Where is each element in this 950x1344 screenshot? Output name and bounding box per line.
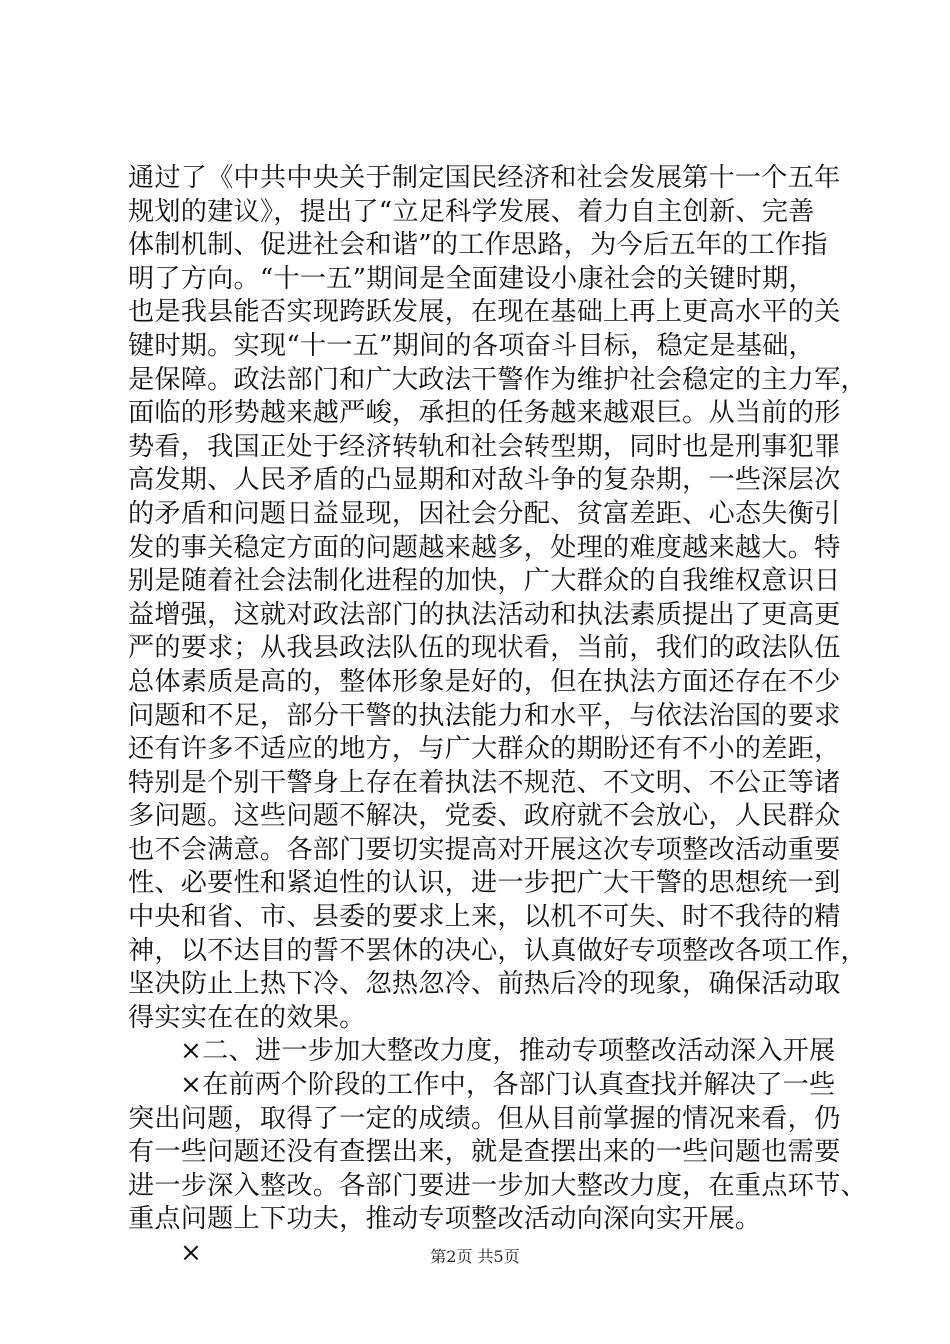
section-heading: ×二、进一步加大整改力度，推动专项整改活动深入开展: [180, 1036, 836, 1067]
text-line: 键时期。实现“十一五”期间的各项奋斗目标，稳定是基础，: [128, 330, 815, 361]
text-line: 多问题。这些问题不解决，党委、政府就不会放心，人民群众: [128, 801, 841, 832]
text-line: 神，以不达目的誓不罢休的决心，认真做好专项整改各项工作，: [128, 935, 867, 966]
text-line: 是保障。政法部门和广大政法干警作为维护社会稳定的主力军，: [128, 364, 867, 395]
text-line: 益增强，这就对政法部门的执法活动和执法素质提出了更高更: [128, 599, 841, 630]
text-line: 体制机制、促进社会和谐”的工作思路，为今后五年的工作指: [128, 230, 828, 261]
text-line: 特别是个别干警身上存在着执法不规范、不文明、不公正等诸: [128, 767, 841, 798]
text-line: 得实实在在的效果。: [128, 1002, 366, 1033]
text-line: 规划的建议》，提出了“立足科学发展、着力自主创新、完善: [128, 196, 815, 227]
text-line: 势看，我国正处于经济转轨和社会转型期，同时也是刑事犯罪: [128, 431, 841, 462]
trailing-mark: ×: [180, 1238, 203, 1268]
text-line: 进一步深入整改。各部门要进一步加大整改力度，在重点环节、: [128, 1170, 867, 1201]
text-line: 还有许多不适应的地方，与广大群众的期盼还有不小的差距，: [128, 734, 841, 765]
page-number-footer: 第2页 共5页: [430, 1247, 520, 1266]
text-line: 明了方向。“十一五”期间是全面建设小康社会的关键时期，: [128, 263, 815, 294]
text-line: 中央和省、市、县委的要求上来，以机不可失、时不我待的精: [128, 902, 841, 933]
text-line: 突出问题，取得了一定的成绩。但从目前掌握的情况来看，仍: [128, 1103, 841, 1134]
text-line: ×在前两个阶段的工作中，各部门认真查找并解决了一些: [180, 1070, 836, 1101]
text-line: 通过了《中共中央关于制定国民经济和社会发展第十一个五年: [128, 163, 841, 193]
text-line: 有一些问题还没有查摆出来，就是查摆出来的一些问题也需要: [128, 1137, 841, 1168]
text-line: 也是我县能否实现跨跃发展，在现在基础上再上更高水平的关: [128, 297, 841, 328]
paragraph-1: [128, 162, 867, 1035]
text-line: 坚决防止上热下冷、忽热忽冷、前热后冷的现象，确保活动取: [128, 969, 841, 1000]
text-line: 面临的形势越来越严峻，承担的任务越来越艰巨。从当前的形: [128, 398, 841, 429]
text-line: 问题和不足，部分干警的执法能力和水平，与依法治国的要求: [128, 700, 841, 731]
body-text: [128, 162, 867, 1271]
text-line: 也不会满意。各部门要切实提高对开展这次专项整改活动重要: [128, 834, 841, 865]
text-line: 别是随着社会法制化进程的加快，广大群众的自我维权意识日: [128, 566, 841, 597]
text-line: 的矛盾和问题日益显现，因社会分配、贫富差距、心态失衡引: [128, 498, 841, 529]
text-line: 严的要求；从我县政法队伍的现状看，当前，我们的政法队伍: [128, 633, 841, 664]
text-line: 总体素质是高的，整体形象是好的，但在执法方面还存在不少: [128, 666, 841, 697]
text-line: 高发期、人民矛盾的凸显期和对敌斗争的复杂期，一些深层次: [128, 465, 841, 496]
text-line: 发的事关稳定方面的问题越来越多，处理的难度越来越大。特: [128, 532, 841, 563]
paragraph-2: [128, 1069, 867, 1237]
text-line: 性、必要性和紧迫性的认识，进一步把广大干警的思想统一到: [128, 868, 841, 899]
text-line: 重点问题上下功夫，推动专项整改活动向深向实开展。: [128, 1204, 762, 1235]
